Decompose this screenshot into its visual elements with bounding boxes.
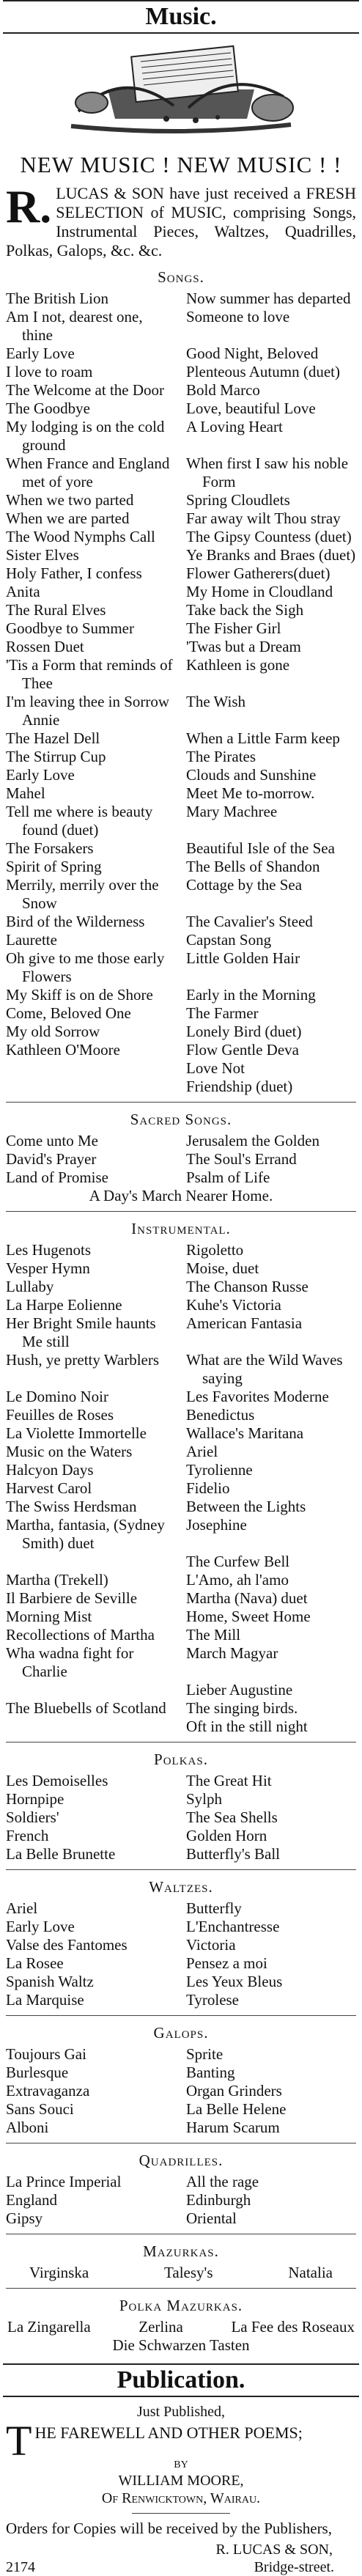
list-item: Martha (Trekell) [6, 1571, 108, 1589]
list-item: Tyrolese [186, 1991, 240, 2009]
list-item: Fidelio [186, 1479, 230, 1497]
intro-dropcap: R. [6, 180, 52, 232]
list-item: England [6, 2191, 57, 2209]
list-item: When we two parted [6, 491, 134, 509]
list-item: L'Amo, ah l'amo [186, 1571, 289, 1589]
pub-just-published: Just Published, [136, 2404, 226, 2420]
list-item: Pensez a moi [186, 1954, 267, 1972]
short-divider [132, 2513, 230, 2514]
pub-street: Bridge-street. [254, 2559, 334, 2575]
list-item: Come, Beloved One [6, 1004, 131, 1022]
list-item: A Loving Heart [186, 418, 283, 435]
instrumental-title: Instrumental. [131, 1220, 231, 1237]
list-item: My old Sorrow [6, 1023, 100, 1040]
polka-mazurkas-title: Polka Mazurkas. [119, 2297, 243, 2314]
list-item: The Soul's Errand [186, 1150, 297, 1168]
list-item: March Magyar [186, 1644, 278, 1662]
list-item: Mahel [6, 784, 45, 802]
list-item: La Violette Immortelle [6, 1424, 147, 1442]
list-item: The Fisher Girl [186, 619, 281, 637]
sacred-list [6, 1132, 356, 1187]
list-item: The Curfew Bell [186, 1553, 290, 1570]
list-item: 'Tis a Form that reminds of Thee [6, 656, 173, 692]
list-item: Someone to love [186, 308, 290, 325]
list-item: Flow Gentle Deva [186, 1041, 299, 1059]
list-item: The Wood Nymphs Call [6, 528, 155, 545]
list-item: Hush, ye pretty Warblers [6, 1351, 160, 1369]
list-item: Kathleen is gone [186, 656, 290, 674]
list-item: Feuilles de Roses [6, 1406, 114, 1424]
list-item: Come unto Me [6, 1132, 98, 1149]
list-item: Natalia [288, 2264, 333, 2281]
list-item: Victoria [186, 1936, 236, 1954]
list-item: Hornpipe [6, 1790, 64, 1808]
pub-place: Of Renwicktown, Wairau. [101, 2490, 261, 2506]
list-item: My Home in Cloudland [186, 583, 333, 600]
mazurkas-title: Mazurkas. [143, 2242, 219, 2260]
list-item: Talesy's [164, 2264, 213, 2281]
list-item: Land of Promise [6, 1169, 108, 1186]
list-item: Merrily, merrily over the Snow [6, 876, 159, 912]
list-item: Take back the Sigh [186, 601, 304, 619]
list-item: Her Bright Smile haunts Me still [6, 1314, 156, 1350]
list-item: La Prince Imperial [6, 2173, 122, 2190]
list-item: The Swiss Herdsman [6, 1498, 137, 1515]
list-item: All the rage [186, 2173, 259, 2190]
list-item: Now summer has departed [186, 290, 351, 307]
polka-mazurkas-row [7, 2318, 355, 2336]
sacred-title: Sacred Songs. [130, 1111, 232, 1128]
list-item: Kathleen O'Moore [6, 1041, 120, 1059]
list-item: Halcyon Days [6, 1461, 94, 1479]
list-item: Banting [186, 2064, 235, 2081]
pub-number: 2174 [6, 2559, 35, 2575]
list-item: French [6, 1827, 49, 1844]
instrumental-list [6, 1241, 356, 1736]
list-item: Harvest Carol [6, 1479, 92, 1497]
songs-list [6, 290, 356, 1096]
list-item: Burlesque [6, 2064, 69, 2081]
list-item: Butterfly's Ball [186, 1845, 281, 1863]
list-item: Psalm of Life [186, 1169, 270, 1186]
list-item: Wallace's Maritana [186, 1424, 304, 1442]
waltzes-list [6, 1899, 356, 2009]
list-item: Flower Gatherers(duet) [186, 564, 330, 582]
list-item: Organ Grinders [186, 2082, 282, 2100]
list-item: Oh give to me those early Flowers [6, 949, 165, 985]
list-item: Martha, fantasia, (Sydney Smith) duet [6, 1516, 165, 1552]
headline: NEW MUSIC ! NEW MUSIC ! ! [20, 152, 342, 177]
list-item: The Bells of Shandon [186, 858, 320, 875]
list-item: The Farmer [186, 1004, 259, 1022]
list-item: The Great Hit [186, 1772, 272, 1789]
list-item: Moise, duet [186, 1259, 259, 1277]
quadrilles-title: Quadrilles. [138, 2152, 224, 2169]
list-item: Early Love [6, 345, 75, 362]
list-item [6, 1718, 176, 1736]
list-item: The Gipsy Countess (duet) [186, 528, 352, 545]
music-section-header: Music. [145, 3, 217, 30]
list-item: Ye Branks and Braes (duet) [186, 546, 356, 564]
sacred-last-item: A Day's March Nearer Home. [89, 1187, 273, 1204]
list-item: Kuhe's Victoria [186, 1296, 281, 1314]
list-item: The Hazel Dell [6, 729, 100, 747]
list-item: Music on the Waters [6, 1443, 133, 1460]
divider [6, 2015, 356, 2016]
list-item: Vesper Hymn [6, 1259, 90, 1277]
list-item: Butterfly [186, 1899, 242, 1917]
list-item: Clouds and Sunshine [186, 766, 317, 784]
intro-text: LUCAS & SON have just received a FRESH SELECTION of MUSIC, comprising Songs, Instrumental Pieces, Waltzes, Quadrilles, Polkas, Galops, &c. &c. [6, 184, 356, 260]
polka-mazurkas-last-item: Die Schwarzen Tasten [112, 2336, 250, 2354]
list-item: Plenteous Autumn (duet) [186, 363, 340, 380]
divider [6, 1102, 356, 1103]
list-item: The Pirates [186, 748, 256, 765]
list-item: The Mill [186, 1626, 241, 1644]
intro-paragraph [6, 180, 356, 260]
list-item: The Wish [186, 693, 246, 710]
list-item: The Sea Shells [186, 1808, 278, 1826]
list-item: La Rosee [6, 1954, 64, 1972]
section-rule [3, 2396, 359, 2397]
list-item: The Chanson Russe [186, 1278, 309, 1295]
list-item: Capstan Song [186, 931, 272, 949]
list-item: Anita [6, 583, 40, 600]
divider [6, 1869, 356, 1870]
list-item: 'Twas but a Dream [186, 638, 301, 655]
galops-list [6, 2045, 356, 2137]
list-item [6, 1059, 176, 1078]
list-item: Laurette [6, 931, 57, 949]
pub-orders: Orders for Copies will be received by the Publishers, [6, 2520, 332, 2537]
list-item: Extravaganza [6, 2082, 90, 2100]
list-item: La Belle Helene [186, 2100, 287, 2118]
list-item: Home, Sweet Home [186, 1608, 311, 1625]
divider [6, 1742, 356, 1743]
list-item: I'm leaving thee in Sorrow Annie [6, 693, 170, 729]
polkas-list [6, 1772, 356, 1863]
list-item: The Rural Elves [6, 601, 106, 619]
list-item: Sylph [186, 1790, 223, 1808]
list-item: David's Prayer [6, 1150, 97, 1168]
list-item: Ariel [186, 1443, 218, 1460]
pub-author: WILLIAM MOORE, [118, 2473, 244, 2489]
list-item: Wha wadna fight for Charlie [6, 1644, 134, 1680]
list-item: Les Favorites Moderne [186, 1388, 329, 1405]
list-item: Oft in the still night [186, 1718, 308, 1735]
list-item: Les Hugenots [6, 1241, 92, 1259]
list-item: Little Golden Hair [186, 949, 300, 967]
list-item: Sprite [186, 2045, 224, 2063]
divider [6, 2288, 356, 2289]
list-item: Spirit of Spring [6, 858, 102, 875]
pub-title: HE FAREWELL AND OTHER POEMS; [34, 2424, 303, 2442]
list-item: Recollections of Martha [6, 1626, 155, 1644]
list-item: The singing birds. [186, 1699, 298, 1717]
list-item: Rossen Duet [6, 638, 84, 655]
list-item: La Harpe Eolienne [6, 1296, 122, 1314]
list-item: Tyrolienne [186, 1461, 253, 1479]
list-item: Bird of the Wilderness [6, 913, 145, 930]
mazurkas-row [29, 2264, 333, 2282]
list-item: Far away wilt Thou stray [186, 509, 341, 527]
list-item: Spring Cloudlets [186, 491, 290, 509]
list-item: When France and England met of yore [6, 455, 170, 490]
waltzes-title: Waltzes. [149, 1878, 213, 1896]
list-item: Golden Horn [186, 1827, 267, 1844]
list-item: Edinburgh [186, 2191, 251, 2209]
list-item: Harum Scarum [186, 2119, 280, 2136]
list-item: Sister Elves [6, 546, 79, 564]
polkas-title: Polkas. [154, 1751, 208, 1768]
list-item: I love to roam [6, 363, 93, 380]
list-item: Am I not, dearest one, thine [6, 308, 143, 344]
list-item: La Marquise [6, 1991, 84, 2009]
list-item: Martha (Nava) duet [186, 1589, 308, 1607]
list-item [6, 1553, 176, 1571]
list-item: Virginska [29, 2264, 89, 2281]
list-item: Le Domino Noir [6, 1388, 108, 1405]
publication-section-header: Publication. [117, 2366, 245, 2393]
list-item: Love, beautiful Love [186, 400, 316, 417]
pub-firm: R. LUCAS & SON, [215, 2542, 333, 2558]
list-item: Morning Mist [6, 1608, 92, 1625]
list-item: The Stirrup Cup [6, 748, 106, 765]
list-item: The Welcome at the Door [6, 381, 165, 399]
list-item: When we are parted [6, 509, 130, 527]
list-item: Alboni [6, 2119, 49, 2136]
pub-title-dropcap: T [6, 2417, 32, 2465]
list-item: Between the Lights [186, 1498, 306, 1515]
list-item: La Belle Brunette [6, 1845, 116, 1863]
list-item: Mary Machree [186, 803, 278, 820]
list-item: Love Not [186, 1059, 245, 1077]
list-item: Bold Marco [186, 381, 260, 399]
list-item: Lieber Augustine [186, 1681, 293, 1699]
songs-title: Songs. [158, 268, 204, 286]
list-item: When a Little Farm keep [186, 729, 340, 747]
list-item: My lodging is on the cold ground [6, 418, 165, 454]
list-item: Rigoletto [186, 1241, 244, 1259]
list-item [6, 1078, 176, 1096]
list-item: Les Demoiselles [6, 1772, 108, 1789]
list-item: The Bluebells of Scotland [6, 1699, 166, 1717]
list-item: What are the Wild Waves saying [186, 1351, 343, 1387]
list-item: Soldiers' [6, 1808, 59, 1826]
list-item: Sans Souci [6, 2100, 74, 2118]
list-item: La Zingarella [7, 2318, 91, 2336]
list-item: Oriental [186, 2209, 237, 2227]
list-item: Friendship (duet) [186, 1078, 293, 1095]
list-item: Early Love [6, 1918, 75, 1935]
list-item: Meet Me to-morrow. [186, 784, 315, 802]
list-item: Valse des Fantomes [6, 1936, 128, 1954]
pub-footer [6, 2558, 356, 2576]
list-item: Josephine [186, 1516, 247, 1534]
list-item: Holy Father, I confess [6, 564, 142, 582]
list-item: La Fee des Roseaux [231, 2318, 355, 2336]
list-item: Early in the Morning [186, 986, 316, 1004]
list-item: Ariel [6, 1899, 38, 1917]
list-item: Lullaby [6, 1278, 54, 1295]
list-item: The Forsakers [6, 839, 94, 857]
divider [6, 1211, 356, 1212]
list-item: Good Night, Beloved [186, 345, 319, 362]
list-item: Cottage by the Sea [186, 876, 303, 894]
list-item: Les Yeux Bleus [186, 1973, 283, 1990]
list-item: Goodbye to Summer [6, 619, 134, 637]
list-item: Jerusalem the Golden [186, 1132, 319, 1149]
list-item: Spanish Waltz [6, 1973, 94, 1990]
list-item: Benedictus [186, 1406, 255, 1424]
list-item [6, 1681, 176, 1699]
list-item: The Goodbye [6, 400, 90, 417]
galops-title: Galops. [153, 2024, 209, 2042]
list-item: Tell me where is beauty found (duet) [6, 803, 153, 839]
list-item: L'Enchantresse [186, 1918, 280, 1935]
music-instruments-illustration [64, 38, 298, 137]
list-item: My Skiff is on de Shore [6, 986, 153, 1004]
list-item: Zerlina [138, 2318, 183, 2336]
list-item: Lonely Bird (duet) [186, 1023, 302, 1040]
list-item: American Fantasia [186, 1314, 303, 1332]
quadrilles-list [6, 2173, 356, 2228]
pub-by: BY [174, 2459, 188, 2470]
list-item: The British Lion [6, 290, 108, 307]
list-item: Beautiful Isle of the Sea [186, 839, 335, 857]
list-item: When first I saw his noble Form [186, 455, 349, 490]
list-item: The Cavalier's Steed [186, 913, 313, 930]
header-rule [3, 32, 359, 34]
list-item: Toujours Gai [6, 2045, 86, 2063]
list-item: Il Barbiere de Seville [6, 1589, 138, 1607]
list-item: Gipsy [6, 2209, 43, 2227]
list-item: Early Love [6, 766, 75, 784]
